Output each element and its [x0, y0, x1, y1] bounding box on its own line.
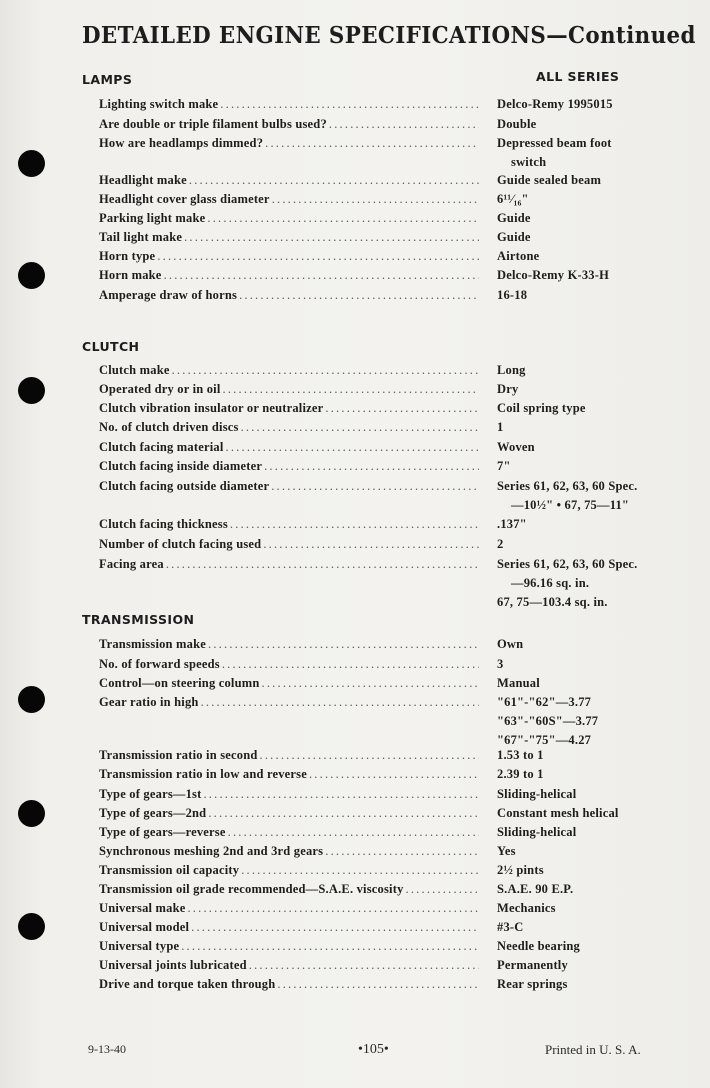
spec-label: Clutch facing material: [99, 440, 224, 454]
spec-value: Long: [497, 363, 526, 377]
spec-label: Transmission ratio in second: [99, 748, 258, 762]
spec-label: Gear ratio in high: [99, 695, 199, 709]
spec-value: Series 61, 62, 63, 60 Spec.: [497, 479, 638, 493]
spec-label: Amperage draw of horns: [99, 288, 238, 302]
spec-value: Sliding-helical: [497, 787, 577, 801]
spec-value: Rear springs: [497, 977, 568, 991]
spec-value: 1: [497, 420, 504, 434]
spec-value: 6¹¹⁄₁₆": [497, 192, 529, 206]
series-header: ALL SERIES: [536, 69, 620, 84]
spec-value: .137": [497, 517, 527, 531]
spec-value: Guide: [497, 211, 531, 225]
spec-label: Universal type: [99, 939, 180, 953]
spec-value-continued: "67"-"75"—4.27: [497, 733, 592, 747]
spec-value: Sliding-helical: [497, 825, 577, 839]
spec-value-continued: —96.16 sq. in.: [511, 576, 590, 590]
spec-value: 2: [497, 537, 504, 551]
spec-label: Transmission make: [99, 637, 207, 651]
section-heading-clutch: CLUTCH: [82, 339, 140, 354]
footer-printed: Printed in U. S. A.: [545, 1042, 641, 1057]
section-heading-transmission: TRANSMISSION: [82, 612, 195, 627]
spec-label: Universal joints lubricated: [99, 958, 247, 972]
spec-label: Parking light make: [99, 211, 206, 225]
spec-value: Manual: [497, 676, 540, 690]
binder-hole: [18, 800, 45, 827]
spec-label: Drive and torque taken through: [99, 977, 276, 991]
section-heading-lamps: LAMPS: [82, 72, 133, 87]
binder-hole: [18, 262, 45, 289]
spec-value: Constant mesh helical: [497, 806, 619, 820]
spec-label: Type of gears—reverse: [99, 825, 226, 839]
spec-label: Lighting switch make: [99, 97, 219, 111]
spec-value: 2.39 to 1: [497, 767, 544, 781]
footer-date: 9-13-40: [88, 1042, 126, 1056]
spec-label: Universal make: [99, 901, 186, 915]
page-number: •105•: [358, 1042, 389, 1057]
spec-label: Headlight make: [99, 173, 187, 187]
binder-hole: [18, 913, 45, 940]
spec-value-continued: —10½" • 67, 75—11": [511, 498, 630, 512]
spec-value: S.A.E. 90 E.P.: [497, 882, 574, 896]
spec-label: Transmission oil grade recommended—S.A.E. viscosity: [99, 882, 404, 896]
spec-value: Yes: [497, 844, 516, 858]
spec-value: Depressed beam foot: [497, 136, 612, 150]
spec-value: Mechanics: [497, 901, 556, 915]
spec-label: Transmission oil capacity: [99, 863, 240, 877]
spec-value: Own: [497, 637, 524, 651]
spec-value-continued: 67, 75—103.4 sq. in.: [497, 595, 608, 609]
spec-label: Clutch facing thickness: [99, 517, 228, 531]
spec-value: Permanently: [497, 958, 568, 972]
spec-label: How are headlamps dimmed?: [99, 136, 264, 150]
spec-label: Are double or triple filament bulbs used?: [99, 117, 327, 131]
spec-value: Guide sealed beam: [497, 173, 602, 187]
spec-value: 16-18: [497, 288, 528, 302]
spec-value: Airtone: [497, 249, 540, 263]
spec-value: #3-C: [497, 920, 524, 934]
spec-label: Facing area: [99, 557, 164, 571]
spec-label: Clutch vibration insulator or neutralizer: [99, 401, 324, 415]
spec-value: Delco-Remy 1995015: [497, 97, 613, 111]
spec-label: Horn type: [99, 249, 156, 263]
spec-value: Coil spring type: [497, 401, 586, 415]
spec-value: 7": [497, 459, 511, 473]
spec-label: Type of gears—2nd: [99, 806, 207, 820]
spec-value: 2½ pints: [497, 863, 544, 877]
spec-value: Double: [497, 117, 537, 131]
spec-value: Series 61, 62, 63, 60 Spec.: [497, 557, 638, 571]
spec-value: Delco-Remy K-33-H: [497, 268, 610, 282]
spec-value: 1.53 to 1: [497, 748, 544, 762]
binder-hole: [18, 150, 45, 177]
spec-label: Control—on steering column: [99, 676, 260, 690]
spec-label: Operated dry or in oil: [99, 382, 221, 396]
spec-label: Synchronous meshing 2nd and 3rd gears: [99, 844, 324, 858]
spec-value-continued: switch: [511, 155, 547, 169]
spec-label: No. of forward speeds: [99, 657, 220, 671]
spec-value: Dry: [497, 382, 519, 396]
spec-label: Universal model: [99, 920, 190, 934]
spec-value: 3: [497, 657, 504, 671]
spec-value-continued: "63"-"60S"—3.77: [497, 714, 599, 728]
page-title: DETAILED ENGINE SPECIFICATIONS—Continued: [82, 22, 696, 49]
binder-hole: [18, 686, 45, 713]
binder-hole: [18, 377, 45, 404]
spec-value: Guide: [497, 230, 531, 244]
spec-label: Clutch make: [99, 363, 170, 377]
spec-label: No. of clutch driven discs: [99, 420, 239, 434]
spec-value: Needle bearing: [497, 939, 580, 953]
spec-label: Tail light make: [99, 230, 183, 244]
spec-label: Headlight cover glass diameter: [99, 192, 270, 206]
spec-label: Number of clutch facing used: [99, 537, 262, 551]
spec-label: Clutch facing outside diameter: [99, 479, 270, 493]
spec-label: Transmission ratio in low and reverse: [99, 767, 307, 781]
spec-label: Clutch facing inside diameter: [99, 459, 263, 473]
spec-label: Type of gears—1st: [99, 787, 202, 801]
spec-value: Woven: [497, 440, 535, 454]
spec-value: "61"-"62"—3.77: [497, 695, 592, 709]
spec-label: Horn make: [99, 268, 162, 282]
